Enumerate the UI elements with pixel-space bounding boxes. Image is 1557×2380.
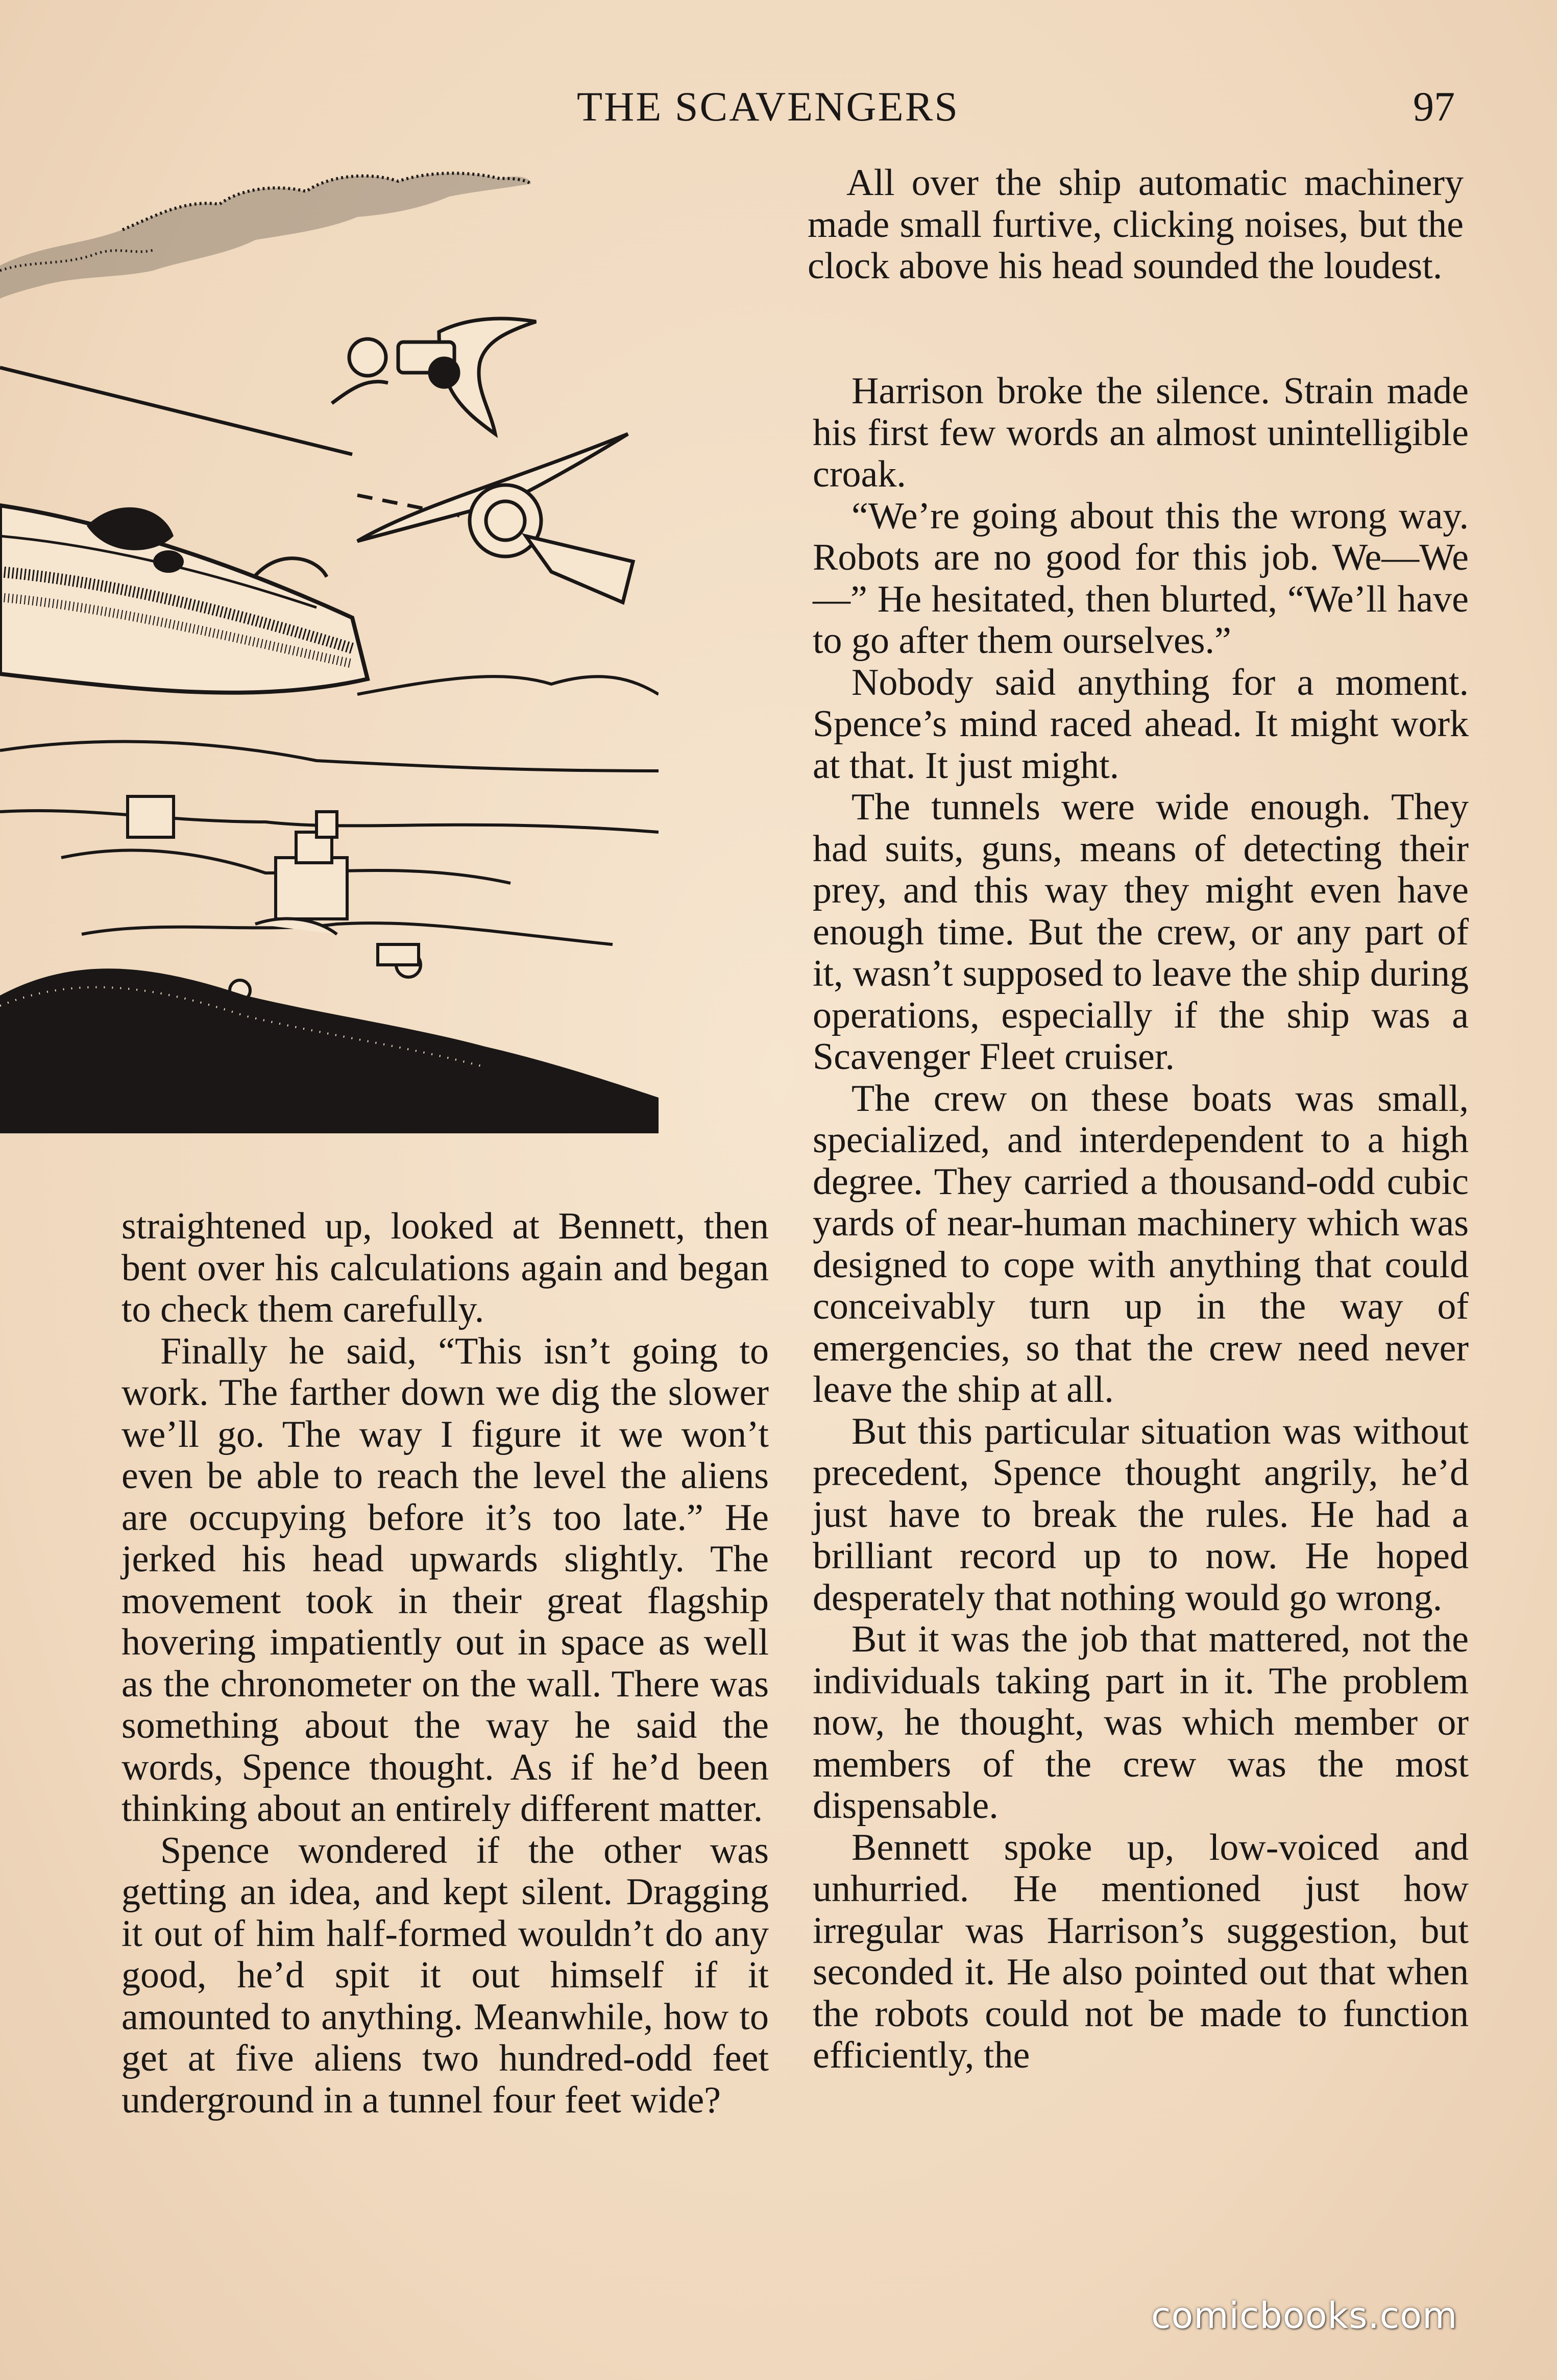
flagship-hull — [0, 505, 368, 693]
laser-beam — [0, 368, 352, 454]
right-column-text — [813, 371, 1469, 2077]
paragraph: The tunnels were wide enough. They had suits, guns, means of detecting their prey, and this way they might even have enough time. But the crew, or any part of it, wasn’t supposed to leave the ship during operations, especially if the ship was a Scavenger Fleet cruiser. — [813, 786, 1469, 1078]
paragraph: straightened up, looked at Bennett, then bent over his calculations again and began to check them carefully. — [121, 1205, 769, 1330]
running-header-title: THE SCAVENGERS — [577, 83, 959, 130]
paragraph: “We’re going about this the wrong way. Robots are no good for this job. We—We—” He hesitated, then blurted, “We’ll have to go after them ourselves.” — [813, 495, 1469, 662]
small-ship-middle — [250, 434, 633, 602]
smoke-cloud — [0, 173, 531, 299]
paragraph: But it was the job that mattered, not the individuals taking part in it. The problem now, he thought, was which member or members of the crew was the most dispensable. — [813, 1618, 1469, 1827]
foreground-hill — [0, 968, 659, 1133]
paragraph: The crew on these boats was small, specialized, and interdependent to a high degree. They carried a thousand-odd cubic yards of near-human machinery which was designed to cope with anything that could conceivably turn up in the way of emergencies, so that the crew need never leave the ship at all. — [813, 1077, 1469, 1411]
page-number: 97 — [1413, 83, 1455, 130]
left-column-text — [121, 1206, 769, 2121]
paragraph: Bennett spoke up, low-voiced and unhurried. He mentioned just how irregular was Harrison’s suggestion, but seconded it. He also pointed out that when the robots could not be made to function efficiently, the — [813, 1826, 1469, 2076]
paragraph: Nobody said anything for a moment. Spence’s mind raced ahead. It might work at that. It just might. — [813, 661, 1469, 787]
spaceship-illustration — [0, 168, 659, 1133]
paragraph: All over the ship automatic machinery made small furtive, clicking noises, but the clock above his head sounded the loudest. — [808, 162, 1464, 287]
right-column-top-text — [808, 162, 1464, 287]
paragraph: But this particular situation was without precedent, Spence thought angrily, he’d just have to break the rules. He had a brilliant record up to now. He hoped desperately that nothing would go wrong. — [813, 1410, 1469, 1619]
paragraph: Spence wondered if the other was getting an idea, and kept silent. Dragging it out of him half-formed wouldn’t do any good, he’d spit it out himself if it amounted to anything. Meanwhile, how to get at five aliens two hundred-odd feet underground in a tunnel four feet wide? — [121, 1829, 769, 2121]
site-watermark: comicbooks.com — [1151, 2295, 1458, 2337]
paragraph: Finally he said, “This isn’t going to work. The farther down we dig the slower we’ll go. The way I figure it we won’t even be able to reach the level the aliens are occupying before it’s too late.” He jerked his head upwards slightly. The movement took in their great flagship hovering impatiently out in space as well as the chronometer on the wall. There was something about the way he said the words, Spence thought. As if he’d been thinking about an entirely different matter. — [121, 1330, 769, 1830]
small-ship-top — [332, 319, 536, 434]
paragraph: Harrison broke the silence. Strain made his first few words an almost unintelligible croak. — [813, 370, 1469, 495]
